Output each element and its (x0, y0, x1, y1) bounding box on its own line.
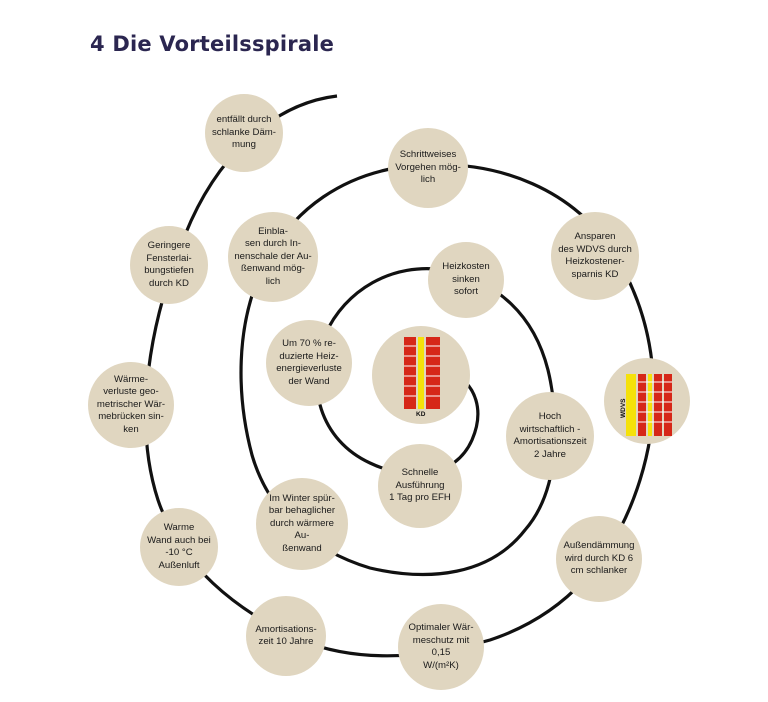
node-einblasen-text: Einbla- sen durch In- nenschale der Au- ßenwand mög- lich (234, 225, 312, 287)
kd-logo-icon (404, 337, 440, 409)
kd-logo-caption: KD (416, 411, 426, 418)
node-geringere (130, 226, 208, 304)
page-title: 4 Die Vorteilsspirale (90, 32, 335, 56)
node-einblasen (228, 212, 318, 302)
node-um70 (266, 320, 352, 406)
node-hoch-text: Hoch wirtschaftlich - Amortisationszeit 2 Jahre (513, 411, 587, 460)
node-aussendaemmung (556, 516, 642, 602)
node-amortisation10 (246, 596, 326, 676)
node-aussendaemmung-text: Außendämmung wird durch KD 6 cm schlanker (563, 540, 635, 577)
node-entfaellt-text: entfällt durch schlanke Däm- mung (212, 114, 276, 151)
node-schnelle (378, 444, 462, 528)
node-optimaler-text: Optimaler Wär- meschutz mit 0,15 W/(m²K) (408, 622, 474, 671)
node-optimaler (398, 604, 484, 690)
node-um70-text: Um 70 % re- duzierte Heiz- energieverluste der Wand (276, 338, 342, 387)
node-amortisation10-text: Amortisations- zeit 10 Jahre (255, 623, 317, 647)
node-ansparen (551, 212, 639, 300)
node-winter-text: Im Winter spür- bar behaglicher durch wärmere Au- ßenwand (268, 492, 336, 554)
node-entfaellt (205, 94, 283, 172)
wdvs-logo-caption: WDVS (620, 398, 627, 418)
node-winter (256, 478, 348, 570)
node-hoch (506, 392, 594, 480)
node-warme (140, 508, 218, 586)
node-heizkosten (428, 242, 504, 318)
node-heizkosten-text: Heizkosten sinken sofort (442, 261, 490, 298)
node-waermeverluste (88, 362, 174, 448)
node-schnelle-text: Schnelle Ausführung 1 Tag pro EFH (389, 467, 451, 504)
node-waermeverluste-text: Wärme- verluste geo- metrischer Wär- mebrücken sin- ken (96, 373, 166, 435)
node-geringere-text: Geringere Fensterlai- bungstiefen durch KD (144, 240, 194, 289)
node-schrittweises (388, 128, 468, 208)
node-schrittweises-text: Schrittweises Vorgehen mög- lich (395, 149, 461, 186)
node-ansparen-text: Ansparen des WDVS durch Heizkostener- sparnis KD (558, 231, 632, 280)
wdvs-logo-icon (626, 374, 672, 436)
node-warme-text: Warme Wand auch bei -10 °C Außenluft (147, 522, 211, 571)
